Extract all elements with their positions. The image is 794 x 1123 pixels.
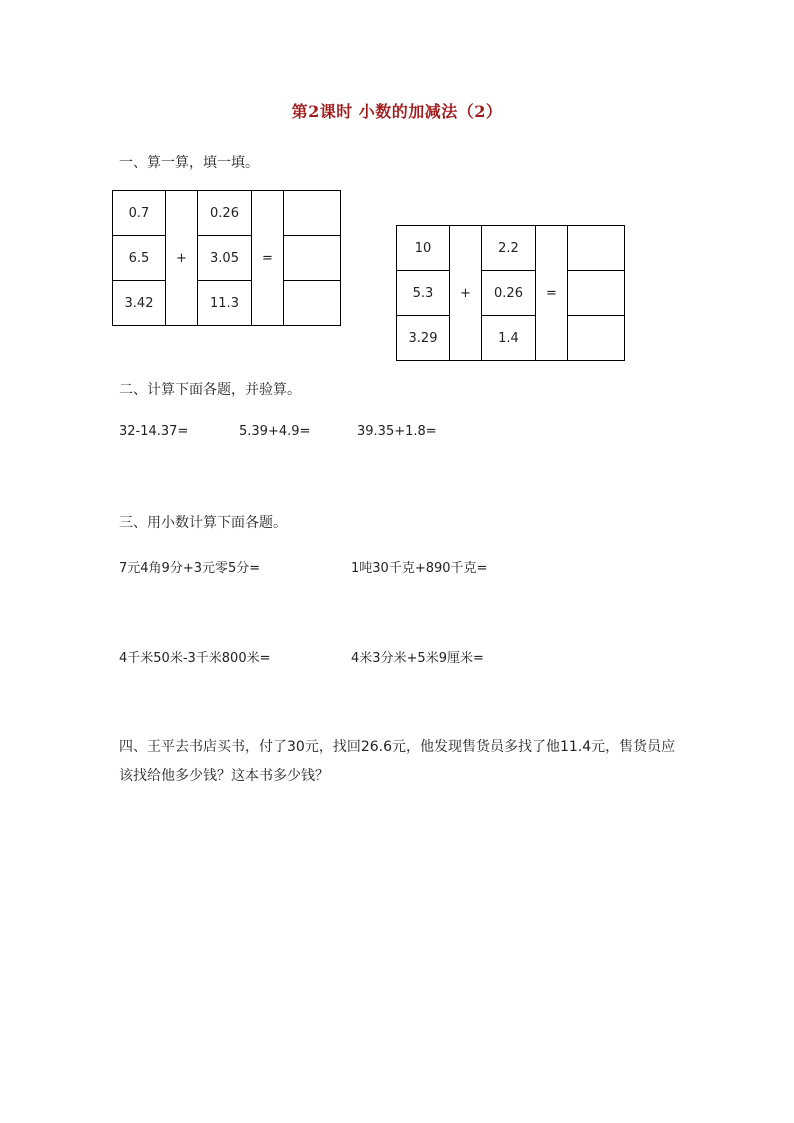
problem-2-3: 39.35+1.8= (357, 424, 437, 439)
answer-cell[interactable] (568, 271, 625, 316)
problem-2-2: 5.39+4.9= (239, 424, 311, 439)
cell: 10 (397, 226, 450, 271)
section3-heading: 三、用小数计算下面各题。 (119, 515, 287, 531)
answer-cell[interactable] (568, 316, 625, 361)
section2-heading: 二、计算下面各题，并验算。 (119, 382, 301, 398)
cell: 3.29 (397, 316, 450, 361)
problem-3-4: 4米3分米+5米9厘米= (351, 651, 484, 666)
answer-cell[interactable] (284, 191, 341, 236)
problem-3-3: 4千米50米-3千米800米= (119, 651, 271, 666)
cell: 0.26 (482, 271, 536, 316)
answer-cell[interactable] (568, 226, 625, 271)
section4-question: 四、王平去书店买书，付了30元，找回26.6元，他发现售货员多找了他11.4元，售货员应该找给他多少钱？这本书多少钱？ (119, 739, 676, 784)
section1-heading: 一、算一算，填一填。 (119, 155, 259, 171)
cell: 11.3 (198, 281, 252, 326)
cell: 3.05 (198, 236, 252, 281)
problem-2-1: 32-14.37= (119, 424, 189, 439)
cell: 0.7 (113, 191, 166, 236)
answer-cell[interactable] (284, 236, 341, 281)
problem-3-1: 7元4角9分+3元零5分= (119, 561, 261, 576)
plus-sign: + (450, 226, 482, 361)
cell: 0.26 (198, 191, 252, 236)
cell: 3.42 (113, 281, 166, 326)
cell: 2.2 (482, 226, 536, 271)
plus-sign: + (166, 191, 198, 326)
equals-sign: = (252, 191, 284, 326)
table-right (396, 225, 625, 361)
problem-3-2: 1吨30千克+890千克= (351, 561, 488, 576)
cell: 6.5 (113, 236, 166, 281)
table-left (112, 190, 341, 326)
cell: 1.4 (482, 316, 536, 361)
equals-sign: = (536, 226, 568, 361)
cell: 5.3 (397, 271, 450, 316)
page-title: 第2课时 小数的加减法（2） (291, 102, 503, 121)
answer-cell[interactable] (284, 281, 341, 326)
